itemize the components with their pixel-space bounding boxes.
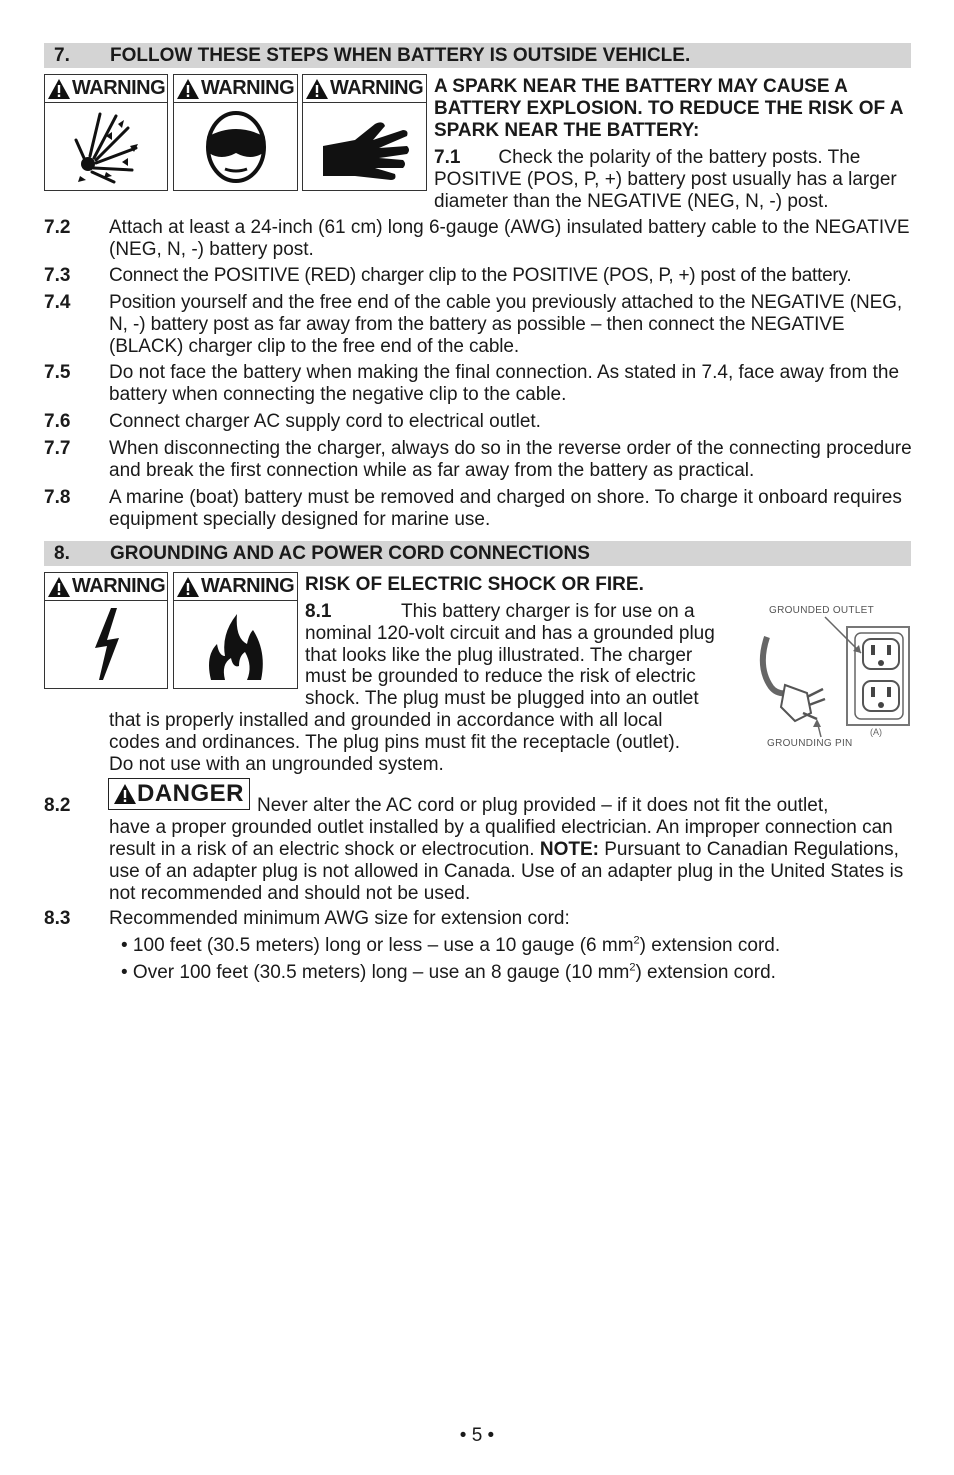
danger-label: DANGER [137,780,245,807]
item-8-3-text: Recommended minimum AWG size for extension cord: [109,908,570,929]
warning-electric-shock-box [44,572,168,689]
item-8-2-number: 8.2 [44,795,71,816]
alert-triangle-icon [176,78,200,100]
item-8-1-line: Do not use with an ungrounded system. [109,754,444,775]
lightning-bolt-icon [81,604,131,684]
page-number: • 5 • [459,1425,495,1446]
bullet-item: • 100 feet (30.5 meters) long or less – use a 10 gauge (6 $mm^2$) extension cord. [121,934,781,956]
alert-triangle-icon [305,78,329,100]
item-8-1-number: 8.1 [305,601,332,622]
item-text: Check the polarity of the battery posts. The POSITIVE (POS, P, +) battery post usually has a larger diameter than the NEGATIVE (NEG, N, -) post. [434,147,897,212]
figure-label-pin: GROUNDING PIN [767,738,853,749]
alert-triangle-icon [47,78,71,100]
warning-label: WARNING [45,573,167,601]
item-7-1 [434,147,910,213]
item-7-5: 7.5 Do not face the battery when making the final connection. As stated in 7.4, face away from the battery when connecting the negative clip to the cable. [44,362,900,405]
section-7-header [44,43,911,68]
item-8-2-first-line: Never alter the AC cord or plug provided – if it does not fit the outlet, [257,795,829,816]
item-8-1-line: that looks like the plug illustrated. The charger [305,645,693,666]
item-8-1-line: This battery charger is for use on a [401,601,695,622]
danger-label-box [108,778,250,810]
item-number: 7.1 [434,147,461,168]
item-7-2: 7.2 Attach at least a 24-inch (61 cm) long 6-gauge (AWG) insulated battery cable to the NEGATIVE (NEG, N, -) battery post. [44,217,910,260]
note-label: NOTE: [539,839,599,860]
safety-goggles-face-icon [201,107,271,185]
section-7-number: 7. [54,45,70,66]
item-8-1-line: nominal 120-volt circuit and has a grounded plug [305,623,715,644]
section-8-title: GROUNDING AND AC POWER CORD CONNECTIONS [110,543,590,564]
warning-eye-protection-box [173,74,298,191]
figure-label-outlet: GROUNDED OUTLET [769,605,875,616]
section-7-lead: A SPARK NEAR THE BATTERY MAY CAUSE A BATTERY EXPLOSION. TO REDUCE THE RISK OF A SPARK NEAR THE BATTERY: [434,76,903,141]
section-7-title: FOLLOW THESE STEPS WHEN BATTERY IS OUTSIDE VEHICLE. [110,45,691,66]
figure-label-a: (A) [870,727,882,737]
alert-triangle-icon [176,576,200,598]
item-7-7: 7.7 When disconnecting the charger, always do so in the reverse order of the connecting procedure and break the first connection while as far away from the battery as practical. [44,438,912,481]
grounded-plug-figure [755,597,913,755]
warning-label: WARNING [45,75,167,103]
flame-icon [201,604,271,684]
warning-label: WARNING [174,75,297,103]
bullet-item: • Over 100 feet (30.5 meters) long – use an 8 gauge (10 $mm^2$) extension cord. [121,961,776,983]
item-7-8: 7.8 A marine (boat) battery must be removed and charged on shore. To charge it onboard requires equipment specially designed for marine use. [44,487,902,530]
item-8-1-line: shock. The plug must be plugged into an outlet [305,688,699,709]
item-8-2-body: have a proper grounded outlet installed by a qualified electrician. An improper connection can result in a risk of an electric shock or electrocution. NOTE: Pursuant to Canadian Regulations, use of an adapter plug is not allowed in Canada. Use of an adapter plug in the United States is not recommended and should not be used. [109,817,904,904]
section-8-header [44,541,911,566]
warning-explosion-box [44,74,168,191]
alert-triangle-icon [113,783,137,805]
warning-fire-box [173,572,298,689]
section-8-lead: RISK OF ELECTRIC SHOCK OR FIRE. [305,574,644,595]
item-8-1-line: codes and ordinances. The plug pins must fit the receptacle (outlet). [109,732,681,753]
item-8-1-line: that is properly installed and grounded in accordance with all local [109,710,663,731]
glove-icon [315,106,415,186]
section-8-number: 8. [54,543,70,564]
item-7-4: 7.4 Position yourself and the free end of the cable you previously attached to the NEGATIVE (NEG, N, -) battery post as far away from the battery as possible – then connect the NEGATIVE (BLACK) charger clip to the free end of the cable. [44,292,903,357]
alert-triangle-icon [47,576,71,598]
item-8-3-number: 8.3 [44,908,71,929]
warning-label: WARNING [174,573,297,601]
warning-label: WARNING [303,75,426,103]
item-8-1-line: must be grounded to reduce the risk of electric [305,666,696,687]
item-7-6: 7.6 Connect charger AC supply cord to electrical outlet. [44,411,541,432]
warning-gloves-box [302,74,427,191]
explosion-icon [66,106,146,186]
plug-outlet-icon [755,597,913,755]
item-7-3: 7.3 Connect the POSITIVE (RED) charger clip to the POSITIVE (POS, P, +) post of the battery. [44,265,852,286]
